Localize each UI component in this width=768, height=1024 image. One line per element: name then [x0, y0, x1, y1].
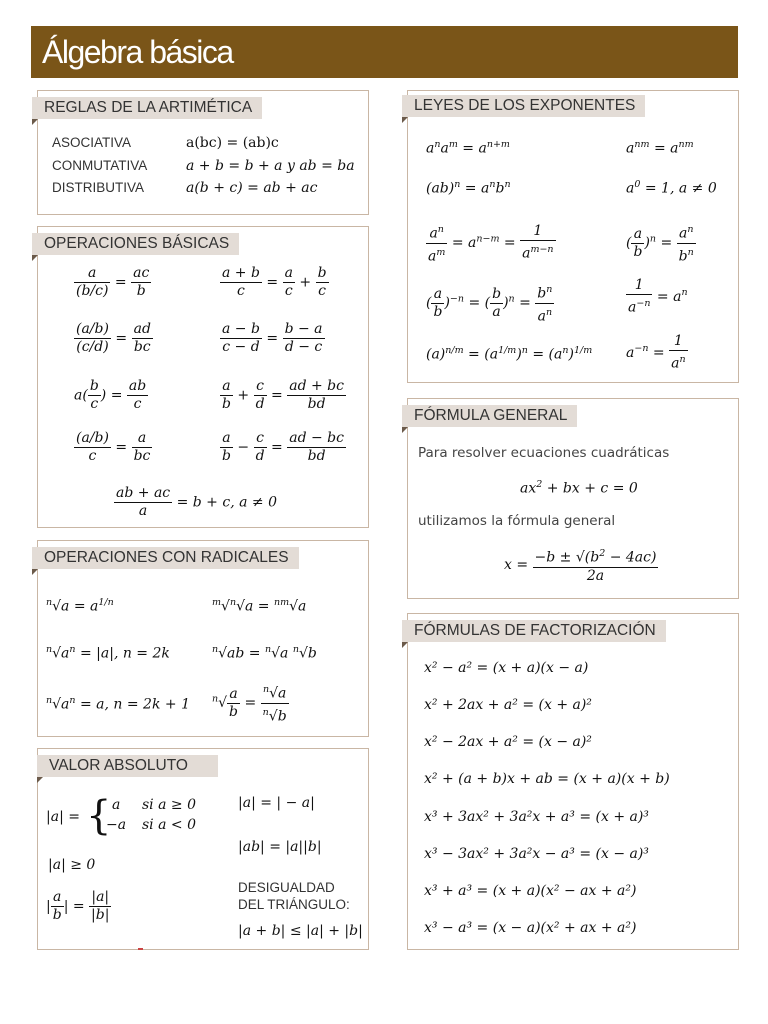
- rule-label: CONMUTATIVA: [52, 158, 148, 173]
- rule-label: DISTRIBUTIVA: [52, 180, 145, 195]
- factor-formula: x² + 2ax + a² = (x + a)²: [424, 697, 592, 713]
- formula: | $\frac{a}{b}$ | = $\frac{|a|}{|b|}$: [46, 889, 110, 923]
- formula: $\frac{a - b}{c - d}$ = $\frac{b - a}{d - c}$: [222, 321, 323, 355]
- factorizacion-heading: FÓRMULAS DE FACTORIZACIÓN: [402, 620, 666, 642]
- red-mark: [138, 948, 143, 950]
- formula-general-text: utilizamos la fórmula general: [418, 513, 616, 529]
- formula: si a < 0: [142, 817, 196, 833]
- radicales-heading: OPERACIONES CON RADICALES: [32, 547, 299, 569]
- factor-formula: x³ − 3ax² + 3a²x − a³ = (x − a)³: [424, 846, 649, 862]
- rule-formula: a + b = b + a y ab = ba: [186, 158, 355, 174]
- brace: {: [86, 793, 112, 839]
- rule-formula: a(b + c) = ab + ac: [186, 180, 318, 196]
- formula: $\frac{1}{a^{-n}}$ = $a^n$: [628, 277, 688, 316]
- formula: |a + b| ≤ |a| + |b|: [238, 923, 363, 939]
- valor-heading: VALOR ABSOLUTO: [37, 755, 218, 777]
- formula: $(a)^{n/m} = (a^{1/m})^n = (a^n)^{1/m}$: [426, 345, 593, 363]
- formula: $\frac{(a/b)}{(c/d)}$ = $\frac{ad}{bc}$: [76, 321, 151, 355]
- formula: |a| =: [46, 809, 80, 825]
- radicales-panel: [37, 540, 369, 737]
- formula: a( $\frac{b}{c}$ ) = $\frac{ab}{c}$: [74, 378, 147, 412]
- formula: −a: [106, 817, 127, 833]
- factorizacion-panel: [407, 613, 739, 950]
- formula: |ab| = |a||b|: [238, 839, 322, 855]
- formula: $a^{nm} = a^{nm}$: [626, 139, 694, 157]
- formula: $(ab)^n = a^nb^n$: [426, 179, 511, 197]
- formula: x = $\frac{-b \pm √(b^2 - 4ac)}{2a}$: [504, 545, 658, 585]
- rule-label: ASOCIATIVA: [52, 135, 132, 150]
- desigualdad-label: DEL TRIÁNGULO:: [238, 897, 350, 912]
- page-title: Álgebra básica: [42, 34, 233, 70]
- desigualdad-label: DESIGUALDAD: [238, 880, 335, 895]
- formula: $^n√a^n = |a|$, n = 2k: [46, 644, 170, 662]
- exponentes-heading: LEYES DE LOS EXPONENTES: [402, 95, 645, 117]
- valor-panel: [37, 748, 369, 950]
- formula: $\frac{a}{(b/c)}$ = $\frac{ac}{b}$: [76, 265, 150, 299]
- formula: $\frac{(a/b)}{c}$ = $\frac{a}{bc}$: [76, 430, 151, 464]
- rule-formula: a(bc) = (ab)c: [186, 135, 279, 151]
- formula: $ax^2$ + bx + c = 0: [520, 479, 638, 497]
- operaciones-heading: OPERACIONES BÁSICAS: [32, 233, 239, 255]
- formula: $^n√a^n = a$, n = 2k + 1: [46, 695, 190, 713]
- formula: |a| ≥ 0: [48, 857, 96, 873]
- formula: $\frac{a + b}{c}$ = $\frac{a}{c}$ + $\frac{b}{c}$: [222, 265, 327, 299]
- exponentes-panel: [407, 90, 739, 383]
- operaciones-panel: [37, 226, 369, 528]
- factor-formula: x² − a² = (x + a)(x − a): [424, 660, 589, 676]
- reglas-panel: [37, 90, 369, 215]
- formula: $^m$√$^n$√a = $^{nm}$√a: [212, 597, 307, 615]
- formula: $a^0 = 1$, a ≠ 0: [626, 179, 717, 197]
- factor-formula: x³ − a³ = (x − a)(x² + ax + a²): [424, 920, 637, 936]
- title-banner: [31, 26, 738, 78]
- formula: ( $\frac{a}{b}$ )$^n$ = $\frac{a^n}{b^n}$: [626, 221, 696, 265]
- factor-formula: x³ + 3ax² + 3a²x + a³ = (x + a)³: [424, 809, 649, 825]
- formula: $\frac{a^n}{a^m}$ = $a^{n-m}$ = $\frac{1}{a^{m-n}}$: [426, 221, 556, 265]
- formula: $\frac{ab + ac}{a}$ = b + c, a ≠ 0: [116, 485, 277, 519]
- formula: a: [112, 797, 121, 813]
- factor-formula: x² + (a + b)x + ab = (x + a)(x + b): [424, 771, 670, 787]
- formula: ( $\frac{a}{b}$ )$^{-n}$ = ( $\frac{b}{a}$ )$^n$ = $\frac{b^n}{a^n}$: [426, 281, 554, 325]
- formula: $^n√a = a^{1/n}$: [46, 597, 114, 615]
- formula: $^n$√ $\frac{a}{b}$ = $\frac{^n√a}{^n√b}$: [212, 681, 289, 725]
- formula: $\frac{a}{b}$ − $\frac{c}{d}$ = $\frac{ad - bc}{bd}$: [222, 430, 344, 464]
- formula: $a^{-n}$ = $\frac{1}{a^n}$: [626, 333, 686, 372]
- reglas-heading: REGLAS DE LA ARTIMÉTICA: [32, 97, 262, 119]
- formula-general-panel: [407, 398, 739, 599]
- formula-general-intro: Para resolver ecuaciones cuadráticas: [418, 445, 670, 461]
- formula: si a ≥ 0: [142, 797, 196, 813]
- formula-general-heading: FÓRMULA GENERAL: [402, 405, 577, 427]
- factor-formula: x² − 2ax + a² = (x − a)²: [424, 734, 592, 750]
- formula: |a| = | − a|: [238, 795, 315, 811]
- factor-formula: x³ + a³ = (x + a)(x² − ax + a²): [424, 883, 637, 899]
- formula: $^n$√ab = $^n$√a $^n$√b: [212, 644, 317, 662]
- formula: $\frac{a}{b}$ + $\frac{c}{d}$ = $\frac{ad + bc}{bd}$: [222, 378, 344, 412]
- formula: $a^na^m = a^{n+m}$: [426, 139, 510, 157]
